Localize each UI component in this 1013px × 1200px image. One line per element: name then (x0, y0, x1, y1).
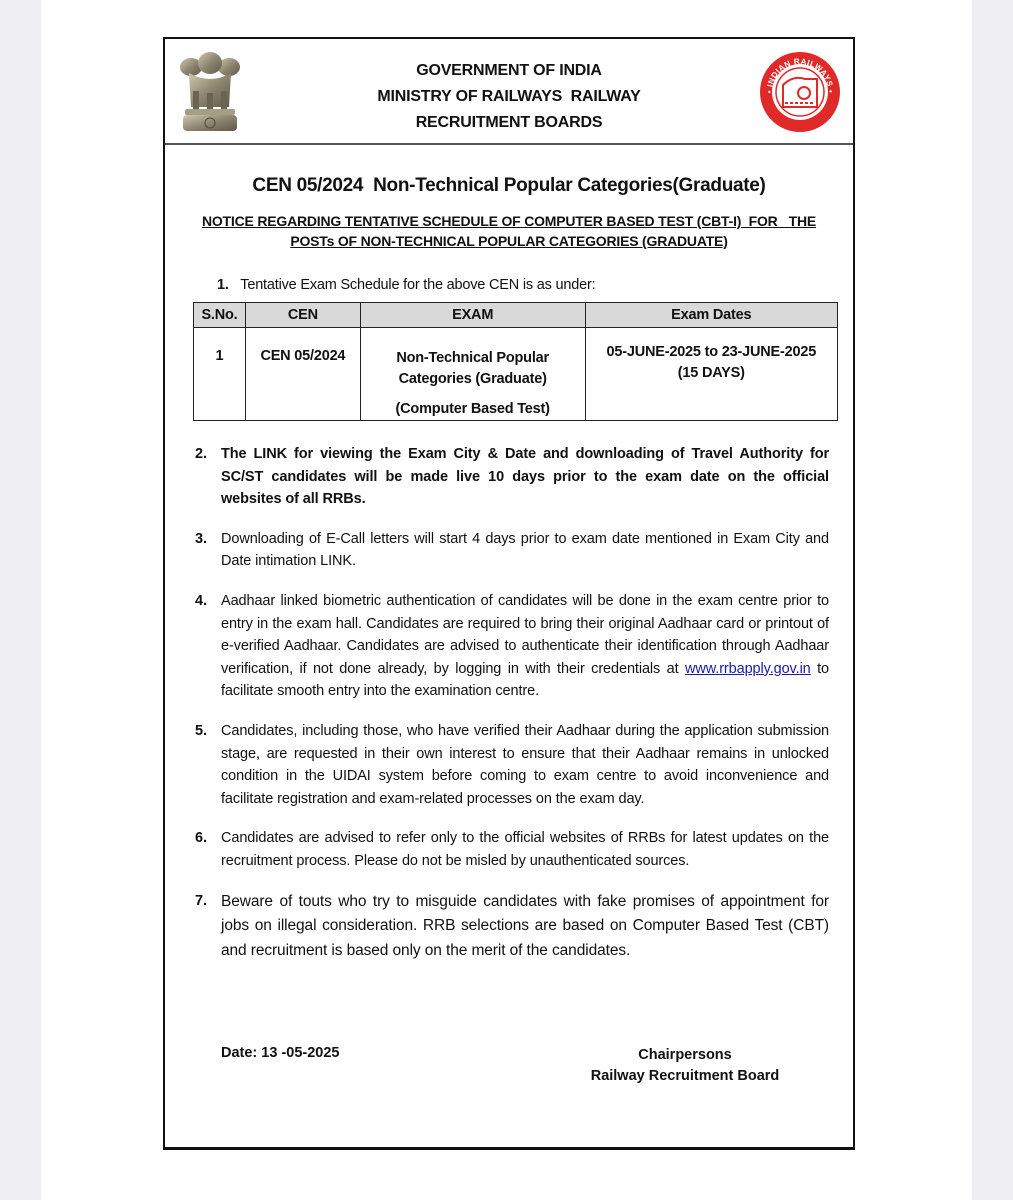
cell-cen: CEN 05/2024 (245, 328, 360, 421)
exam-date-range: 05-JUNE-2025 to 23-JUNE-2025 (606, 344, 817, 360)
signatory-block (565, 1045, 805, 1087)
col-header-exam: EXAM (360, 303, 585, 328)
signatory-title: Chairpersons (638, 1047, 732, 1063)
rrbapply-link[interactable]: www.rrbapply.gov.in (684, 660, 811, 677)
col-header-dates: Exam Dates (585, 303, 837, 328)
document-page (41, 0, 972, 1200)
letterhead (165, 39, 853, 145)
item-text: Tentative Exam Schedule for the above CEN is as under: (240, 277, 596, 293)
point-4: 4. Aadhaar linked biometric authentication of candidates will be done in the exam centre prior to entry in the exam hall. Candidates are required to bring their original Aadhaar card or printout of e-verified Aadhaar. Candidates are advised to authenticate their identification through Aadhaar verification, if not done already, by logging in with their credentials at www.rrbapply.gov.in to facilitate smooth entry into the examination centre. (195, 592, 829, 700)
exam-duration: (15 DAYS) (677, 365, 745, 381)
item-1 (217, 277, 853, 293)
item-number: 1. (217, 277, 229, 293)
cell-sno: 1 (194, 328, 246, 421)
point-3: 3. Downloading of E-Call letters will start 4 days prior to exam date mentioned in Exam City and Date intimation LINK. (195, 530, 829, 570)
notice-subtitle (165, 211, 853, 251)
exam-mode: (Computer Based Test) (395, 401, 550, 417)
header-line-3: RECRUITMENT BOARDS (415, 114, 603, 131)
notice-points (195, 443, 829, 963)
header-line-1: GOVERNMENT OF INDIA (416, 62, 602, 79)
subtitle-line-2: POSTs OF NON-TECHNICAL POPULAR CATEGORIES (GRADUATE) (290, 233, 728, 249)
indian-railways-logo-icon (759, 51, 841, 133)
svg-text:• INDIAN RAILWAYS •: • INDIAN RAILWAYS • (764, 56, 836, 94)
exam-name: Non-Technical Popular Categories (Graduate) (396, 350, 549, 387)
notice-footer (165, 1041, 853, 1101)
point-7: 7. Beware of touts who try to misguide candidates with fake promises of appointment for jobs on illegal consideration. RRB selections are based on Computer Based Test (CBT) and recruitment is based only on the merit of the candidates. (195, 892, 829, 959)
table-row (194, 328, 838, 421)
table-header-row (194, 303, 838, 328)
notice-title: CEN 05/2024 Non-Technical Popular Categories(Graduate) (252, 175, 766, 196)
letterhead-text (165, 58, 853, 136)
notice-date: Date: 13 -05-2025 (221, 1045, 340, 1061)
cell-dates (585, 328, 837, 421)
header-line-2: MINISTRY OF RAILWAYS RAILWAY (377, 88, 641, 105)
exam-schedule-table (193, 302, 838, 421)
signatory-org: Railway Recruitment Board (590, 1068, 780, 1084)
col-header-sno: S.No. (194, 303, 246, 328)
notice-frame (163, 37, 855, 1150)
point-5: 5. Candidates, including those, who have verified their Aadhaar during the application submission stage, are requested in their own interest to ensure that their Aadhaar remains in unlocked condition in the UIDAI system before coming to exam centre to avoid inconvenience and facilitate registration and exam-related processes on the exam day. (195, 722, 829, 807)
point-6: 6. Candidates are advised to refer only to the official websites of RRBs for latest updates on the recruitment process. Please do not be misled by unauthenticated sources. (195, 830, 829, 869)
point-2: 2. The LINK for viewing the Exam City & Date and downloading of Travel Authority for SC/ST candidates will be made live 10 days prior to the exam date on the official websites of all RRBs. (195, 446, 829, 508)
subtitle-line-1: NOTICE REGARDING TENTATIVE SCHEDULE OF COMPUTER BASED TEST (CBT-I) FOR THE (201, 213, 817, 229)
cell-exam (360, 328, 585, 421)
col-header-cen: CEN (245, 303, 360, 328)
